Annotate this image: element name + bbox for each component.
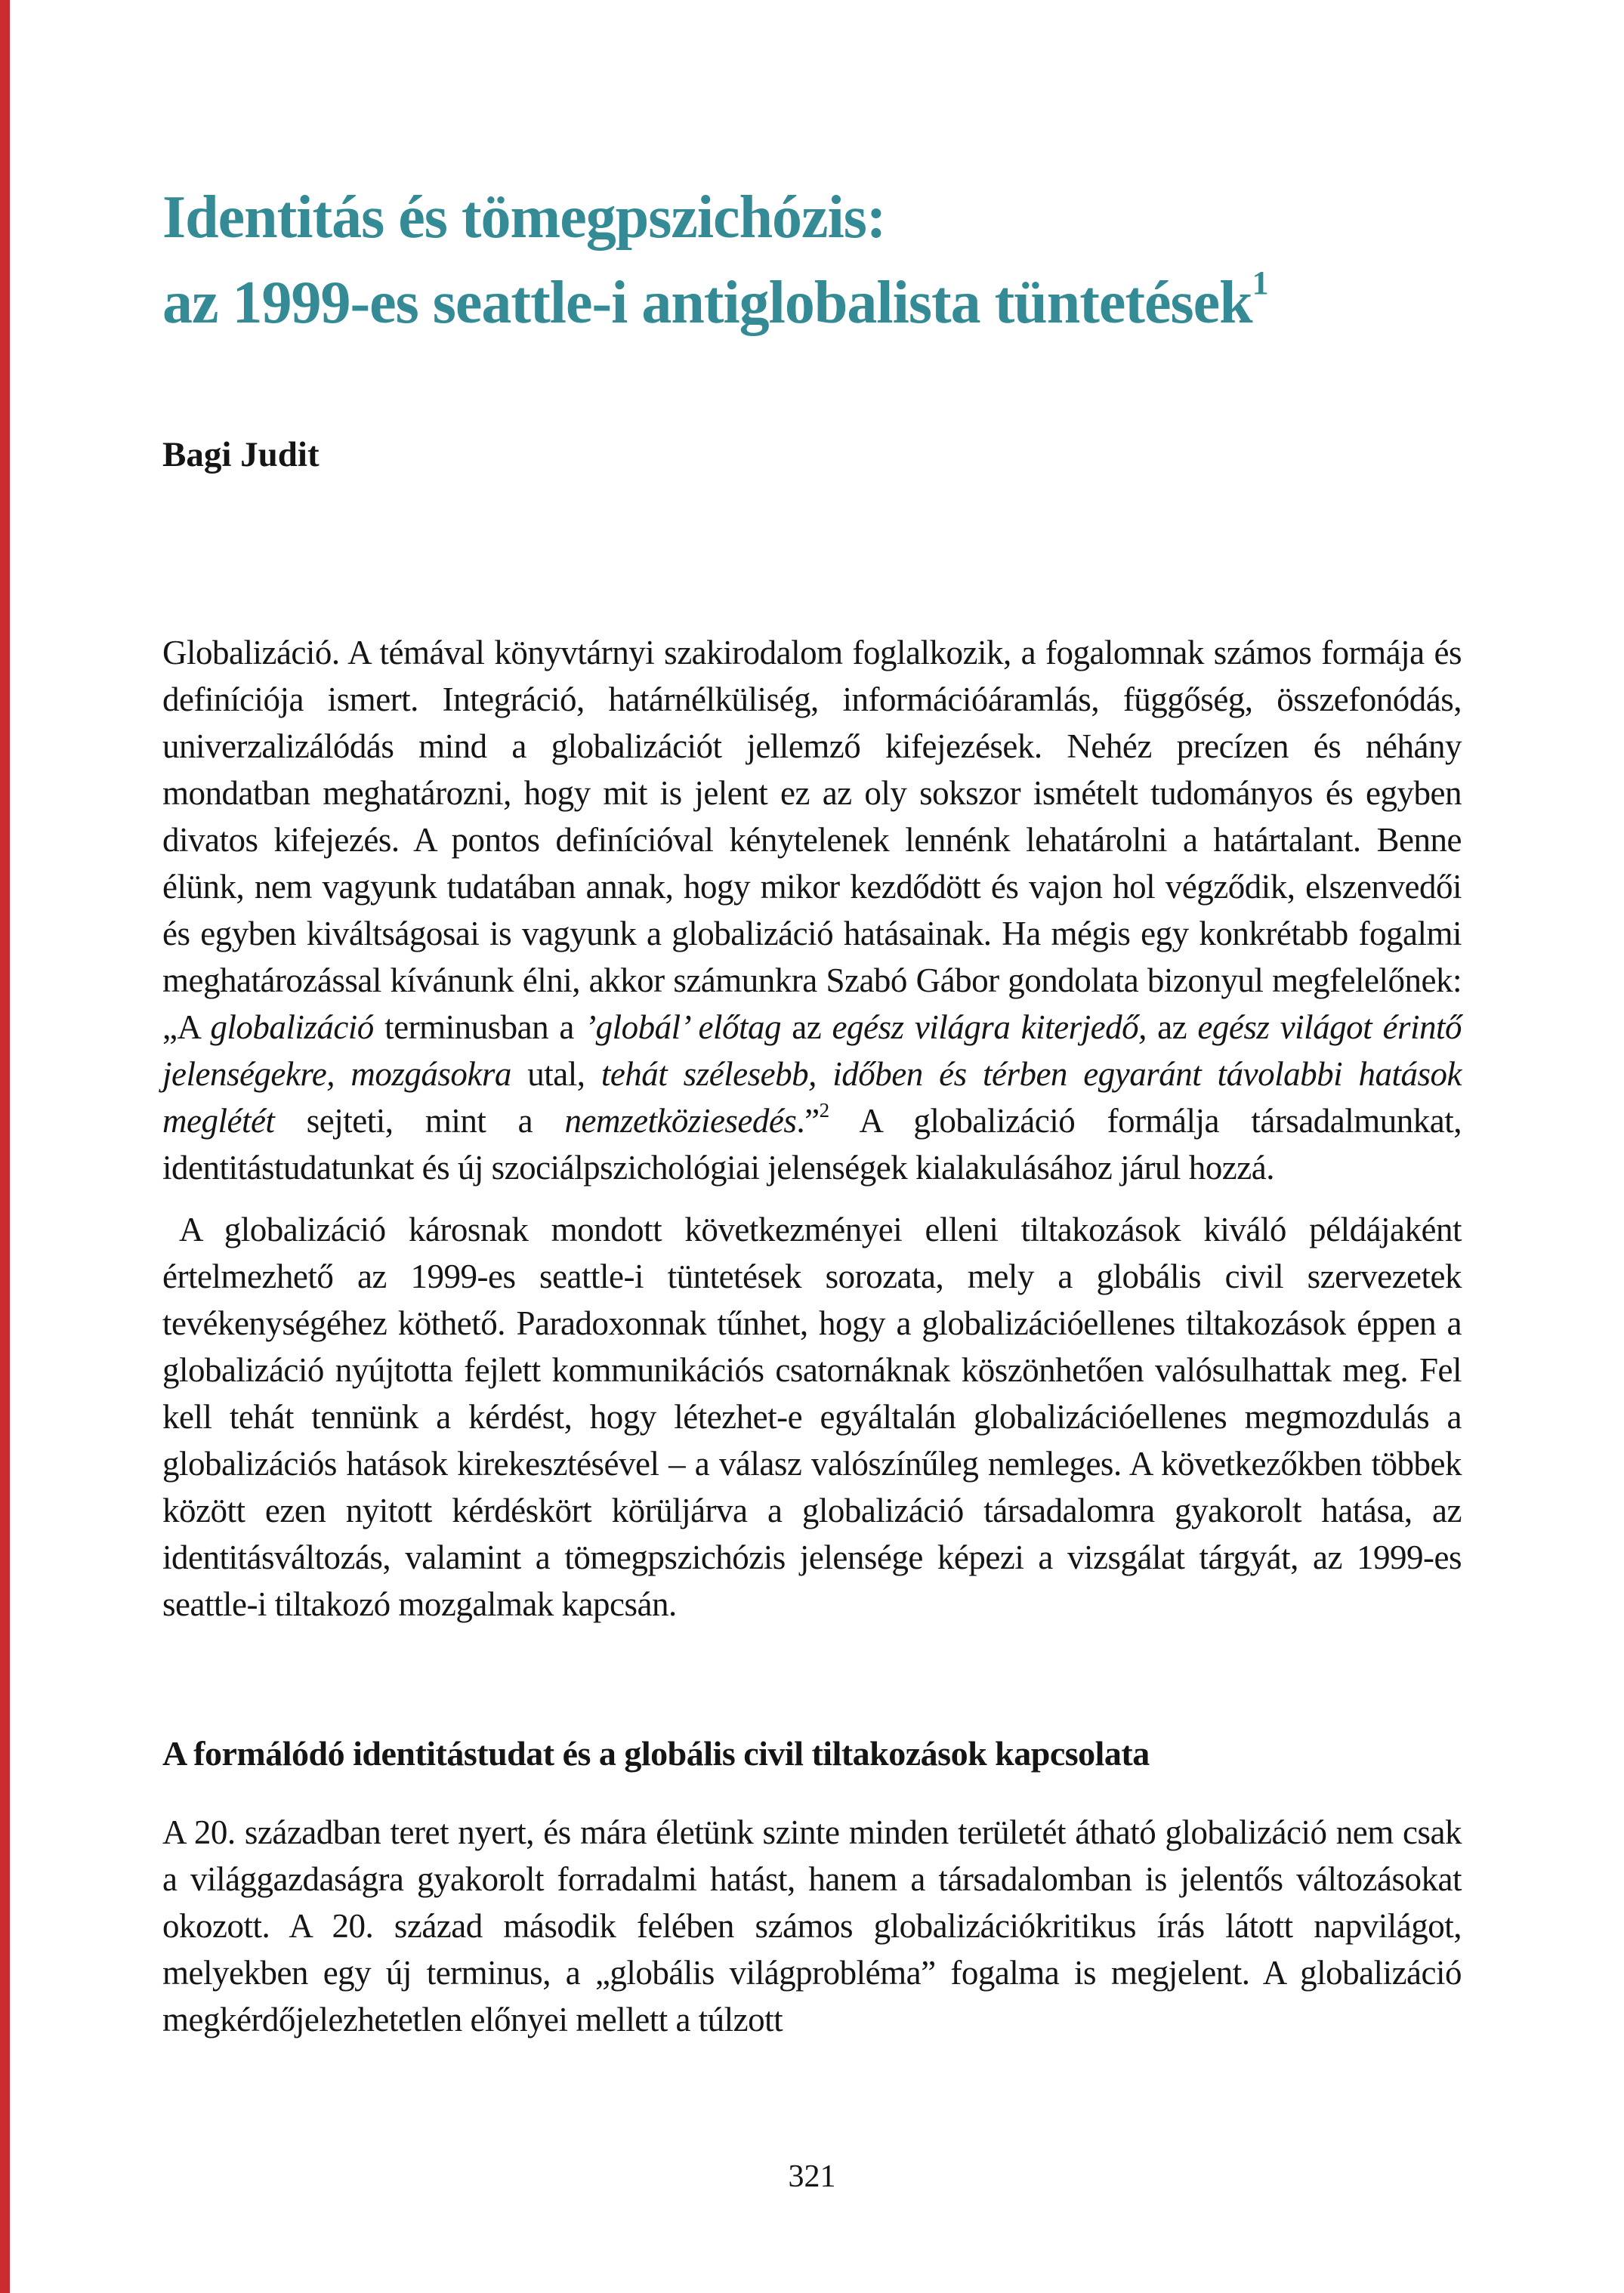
title-line-2-text: az 1999-es seattle-i antiglobalista tüntetések [162,270,1252,336]
text-run: az [1146,1008,1198,1046]
title-line-1: Identitás és tömegpszichózis: [162,184,886,251]
text-run: Globalizáció. A témával könyvtárnyi szakirodalom foglalkozik, a fogalomnak számos formája és definíciója ismert. Integráció, határnélküliség, információáramlás, függőség, összefonódás, univerzalizálódás mind a globalizációt jellemző kifejezések. Nehéz precízen és néhány mondatban meghatározni, hogy mit is jelent ez az oly sokszor ismételt tudományos és egyben divatos kifejezés. A pontos definícióval kénytelenek lennénk lehatárolni a határtalant. Benne élünk, nem vagyunk tudatában annak, hogy mikor kezdődött és vajon hol végződik, elszenvedői és egyben kiváltságosai is vagyunk a globalizáció hatásainak. Ha mégis egy konkrétabb fogalmi meghatározással kívánunk élni, akkor számunkra Szabó Gábor gondolata bizonyul megfelelőnek: „A [162,634,1462,1046]
text-run: sejteti, mint a [274,1102,565,1140]
section-heading: A formálódó identitástudat és a globális civil tiltakozások kapcsolata [162,1734,1150,1773]
text-run: terminusban a [373,1008,585,1046]
paragraph [162,1809,1462,2043]
text-run: A globalizáció formálja társadalmunkat, identitástudatunkat és új szociálpszichológiai jelenségek kialakulásához járul hozzá. [162,1102,1462,1187]
page-content [162,0,1462,2058]
text-run: az [780,1008,832,1046]
text-run: nemzetköziesedés [564,1102,797,1140]
paragraph [162,629,1462,1191]
footnote-ref: 2 [819,1099,829,1122]
left-accent-stripe [0,0,10,2293]
title-line-2 [162,261,1462,346]
text-run: A globalizáció károsnak mondott következményei elleni tiltakozások kiváló példájaként értelmezhető az 1999-es seattle-i tüntetések sorozata, mely a globális civil szervezetek tevékenységéhez köthető. Paradoxonnak tűnhet, hogy a globalizációellenes tiltakozások éppen a globalizáció nyújtotta fejlett kommunikációs csatornáknak köszönhetően valósulhattak meg. Fel kell tehát tennünk a kérdést, hogy létezhet-e egyáltalán globalizációellenes megmozdulás a globalizációs hatások kirekesztésével – a válasz valószínűleg nemleges. A következőkben többek között ezen nyitott kérdéskört körüljárva a globalizáció társadalomra gyakorolt hatása, az identitásváltozás, valamint a tömegpszichózis jelensége képezi a vizsgálat tárgyát, az 1999-es seattle-i tiltakozó mozgalmak kapcsán. [162,1211,1462,1623]
text-run: .” [796,1102,820,1140]
text-run: egész világot érintő jelenségekre, mozgásokra [162,1008,1462,1093]
paragraph [162,1206,1462,1628]
page-number: 321 [788,2159,836,2194]
author-name: Bagi Judit [162,435,320,474]
title-footnote-ref: 1 [1252,264,1268,301]
text-run: tehát szélesebb, időben és térben egyaránt távolabbi hatások meglétét [162,1055,1462,1140]
text-run: A 20. században teret nyert, és mára életünk szinte minden területét átható globalizáció nem csak a világgazdaságra gyakorolt forradalmi hatást, hanem a társadalomban is jelentős változásokat okozott. A 20. század második felében számos globalizációkritikus írás látott napvilágot, melyekben egy új terminus, a „globális világprobléma” fogalma is megjelent. A globalizáció megkérdőjelezhetetlen előnyei mellett a túlzott [162,1813,1462,2038]
text-run: ’globál’ előtag [585,1008,781,1046]
text-run: globalizáció [210,1008,374,1046]
text-run: utal, [511,1055,601,1093]
article-body [162,629,1462,2043]
article-title [162,175,1462,346]
text-run: egész világra kiterjedő, [832,1008,1147,1046]
